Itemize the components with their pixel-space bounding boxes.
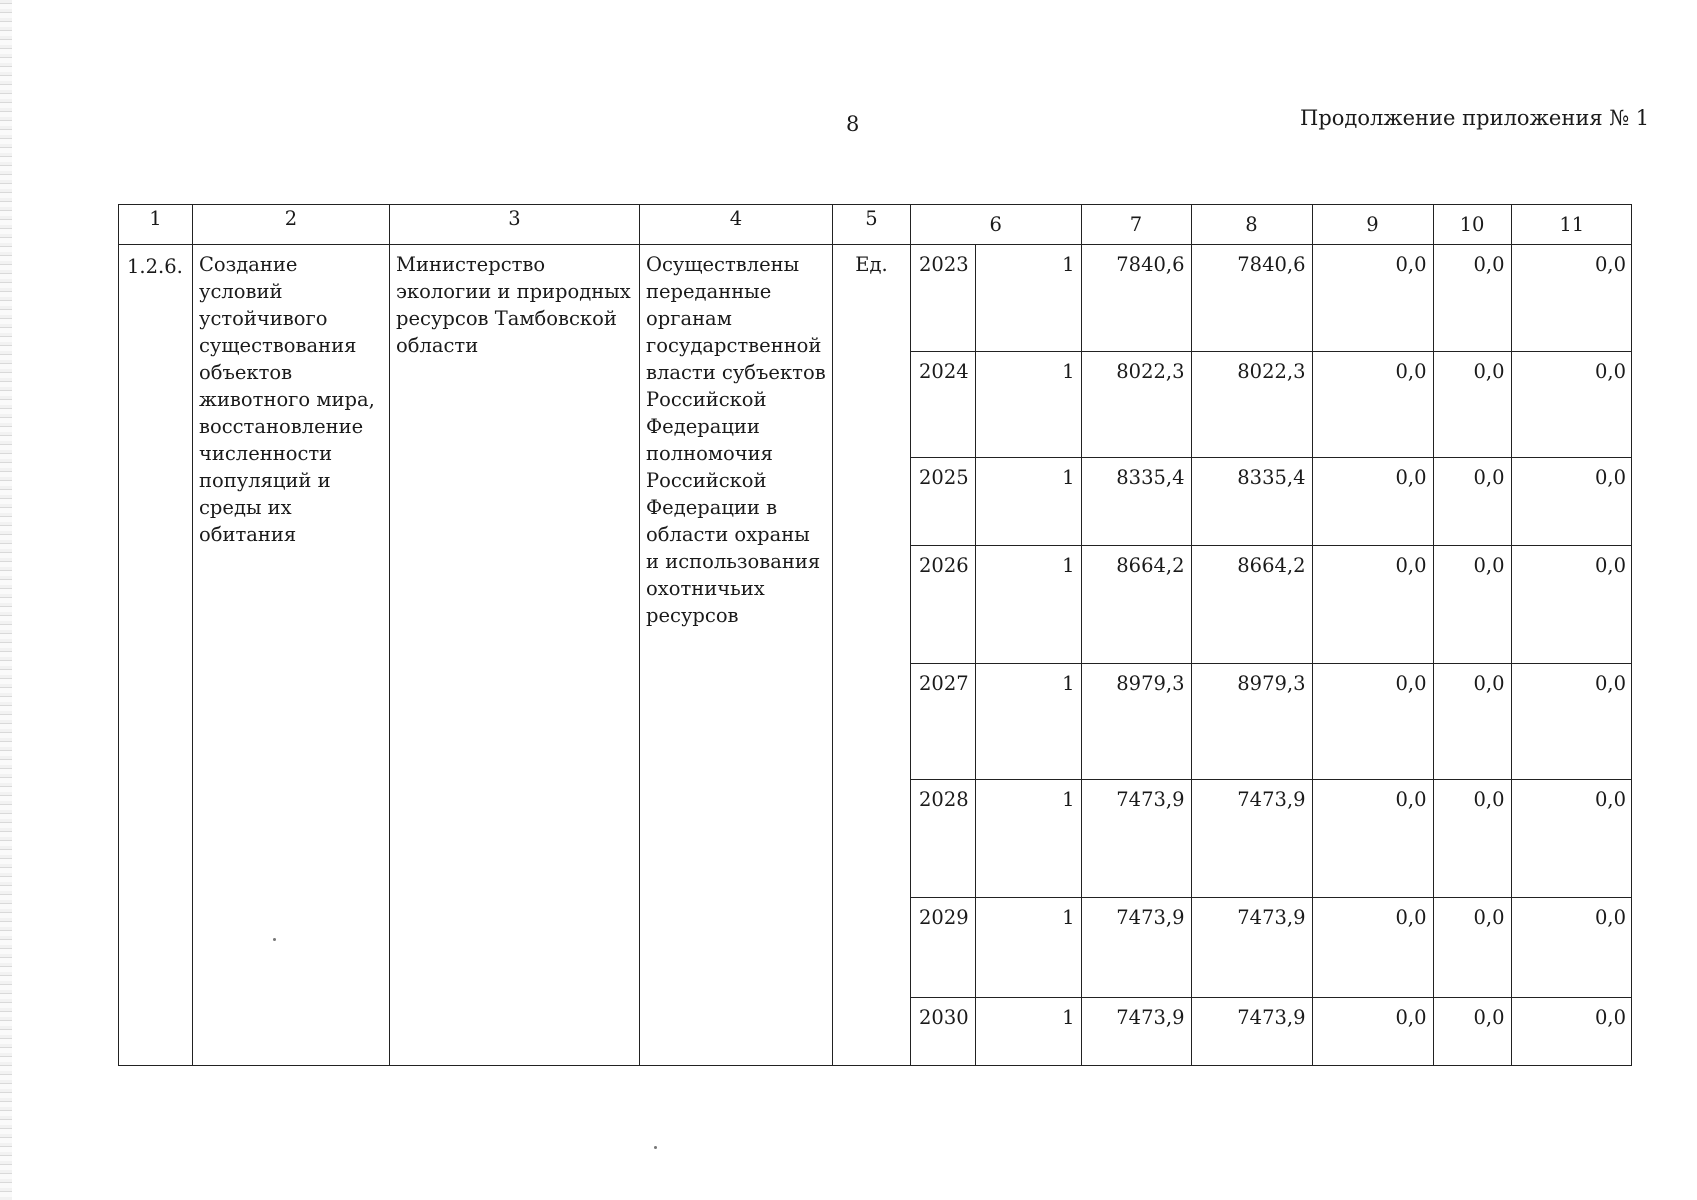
target-value: 1	[975, 779, 1081, 897]
col11-value: 0,0	[1511, 997, 1632, 1065]
col10-value: 0,0	[1433, 663, 1511, 779]
header-col-7: 7	[1081, 205, 1191, 244]
year-row	[911, 779, 1632, 897]
col10-value: 0,0	[1433, 779, 1511, 897]
target-value: 1	[975, 351, 1081, 457]
col8-value: 7473,9	[1191, 779, 1312, 897]
target-value: 1	[975, 663, 1081, 779]
col11-value: 0,0	[1511, 779, 1632, 897]
header-inner-table	[911, 205, 1632, 244]
row-code: 1.2.6.	[119, 245, 193, 1066]
col7-value: 7840,6	[1081, 245, 1191, 351]
col11-value: 0,0	[1511, 897, 1632, 997]
year: 2030	[911, 997, 975, 1065]
header-col-9: 9	[1312, 205, 1433, 244]
year: 2029	[911, 897, 975, 997]
col10-value: 0,0	[1433, 545, 1511, 663]
col8-value: 8979,3	[1191, 663, 1312, 779]
col7-value: 7473,9	[1081, 897, 1191, 997]
col10-value: 0,0	[1433, 245, 1511, 351]
col7-value: 8664,2	[1081, 545, 1191, 663]
data-row	[119, 245, 1632, 1066]
header-col-4: 4	[640, 205, 833, 245]
col11-value: 0,0	[1511, 457, 1632, 545]
col7-value: 7473,9	[1081, 997, 1191, 1065]
col8-value: 7473,9	[1191, 997, 1312, 1065]
col8-value: 7473,9	[1191, 897, 1312, 997]
col9-value: 0,0	[1312, 997, 1433, 1065]
year: 2027	[911, 663, 975, 779]
target-value: 1	[975, 545, 1081, 663]
program-table	[118, 204, 1632, 1066]
header-row	[119, 205, 1632, 245]
col8-value: 8022,3	[1191, 351, 1312, 457]
col10-value: 0,0	[1433, 897, 1511, 997]
col11-value: 0,0	[1511, 245, 1632, 351]
row-unit: Ед.	[833, 245, 911, 1066]
col9-value: 0,0	[1312, 545, 1433, 663]
scan-speck	[654, 1146, 657, 1149]
year-row	[911, 351, 1632, 457]
year: 2023	[911, 245, 975, 351]
year-row	[911, 663, 1632, 779]
target-value: 1	[975, 457, 1081, 545]
col9-value: 0,0	[1312, 457, 1433, 545]
header-col-1: 1	[119, 205, 193, 245]
row-executor: Министерство экологии и природных ресурсов Тамбовской области	[390, 245, 640, 1066]
col7-value: 7473,9	[1081, 779, 1191, 897]
col8-value: 8664,2	[1191, 545, 1312, 663]
yearly-values-table	[911, 245, 1632, 1065]
col7-value: 8022,3	[1081, 351, 1191, 457]
header-col-8: 8	[1191, 205, 1312, 244]
col11-value: 0,0	[1511, 545, 1632, 663]
col11-value: 0,0	[1511, 663, 1632, 779]
col7-value: 8335,4	[1081, 457, 1191, 545]
col7-value: 8979,3	[1081, 663, 1191, 779]
col8-value: 8335,4	[1191, 457, 1312, 545]
scan-edge	[0, 0, 12, 1200]
header-col-11: 11	[1511, 205, 1632, 244]
col9-value: 0,0	[1312, 663, 1433, 779]
col10-value: 0,0	[1433, 351, 1511, 457]
col9-value: 0,0	[1312, 351, 1433, 457]
col9-value: 0,0	[1312, 897, 1433, 997]
header-col-6: 6	[911, 205, 1081, 244]
col9-value: 0,0	[1312, 779, 1433, 897]
header-col-3: 3	[390, 205, 640, 245]
year-row	[911, 245, 1632, 351]
page-number: 8	[846, 112, 860, 136]
col11-value: 0,0	[1511, 351, 1632, 457]
col10-value: 0,0	[1433, 457, 1511, 545]
target-value: 1	[975, 897, 1081, 997]
col9-value: 0,0	[1312, 245, 1433, 351]
year-row	[911, 545, 1632, 663]
appendix-note: Продолжение приложения № 1	[1300, 106, 1650, 130]
header-col-5: 5	[833, 205, 911, 245]
header-col-2: 2	[193, 205, 390, 245]
year-row	[911, 997, 1632, 1065]
year: 2025	[911, 457, 975, 545]
year: 2028	[911, 779, 975, 897]
header-cols-6-11	[911, 205, 1632, 245]
col8-value: 7840,6	[1191, 245, 1312, 351]
col10-value: 0,0	[1433, 997, 1511, 1065]
target-value: 1	[975, 245, 1081, 351]
row-name: Создание условий устойчивого существования объектов животного мира, восстановление численности популяций и среды их обитания	[193, 245, 390, 1066]
year-row	[911, 457, 1632, 545]
year-row	[911, 897, 1632, 997]
target-value: 1	[975, 997, 1081, 1065]
year: 2026	[911, 545, 975, 663]
header-col-10: 10	[1433, 205, 1511, 244]
year: 2024	[911, 351, 975, 457]
yearly-values-cell	[911, 245, 1632, 1066]
row-indicator: Осуществлены переданные органам государственной власти субъектов Российской Федерации полномочия Российской Федерации в области охраны и использования охотничьих ресурсов	[640, 245, 833, 1066]
